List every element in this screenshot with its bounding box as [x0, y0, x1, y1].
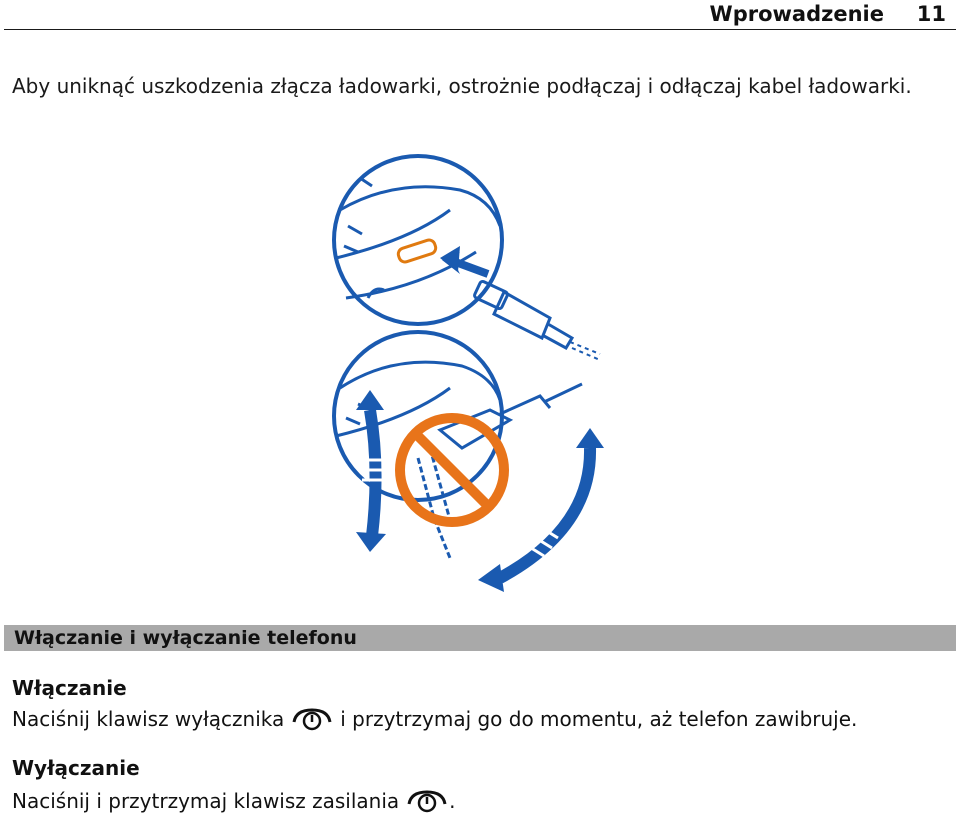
- power-key-icon: [405, 788, 449, 814]
- switch-off-text-after: .: [449, 789, 456, 813]
- charger-connection-illustration: [300, 148, 640, 596]
- section-header-bar: [4, 625, 956, 651]
- switch-off-instructions: [12, 788, 456, 814]
- switch-on-heading: Włączanie: [12, 676, 127, 700]
- header-divider: [4, 29, 956, 30]
- switch-off-heading: Wyłączanie: [12, 756, 140, 780]
- section-title: Włączanie i wyłączanie telefonu: [14, 627, 357, 649]
- intro-paragraph: Aby uniknąć uszkodzenia złącza ładowarki, ostrożnie podłączaj i odłączaj kabel ładowarki.: [12, 74, 912, 98]
- switch-off-text-before: Naciśnij i przytrzymaj klawisz zasilania: [12, 789, 400, 813]
- usb-plug: [474, 281, 600, 360]
- switch-on-text-after: i przytrzymaj go do momentu, aż telefon zawibruje.: [340, 707, 858, 731]
- switch-on-instructions: [12, 706, 857, 732]
- power-key-icon: [290, 706, 334, 732]
- switch-on-text-before: Naciśnij klawisz wyłącznika: [12, 707, 285, 731]
- page-number: 11: [916, 2, 946, 26]
- header-title: Wprowadzenie: [709, 2, 884, 26]
